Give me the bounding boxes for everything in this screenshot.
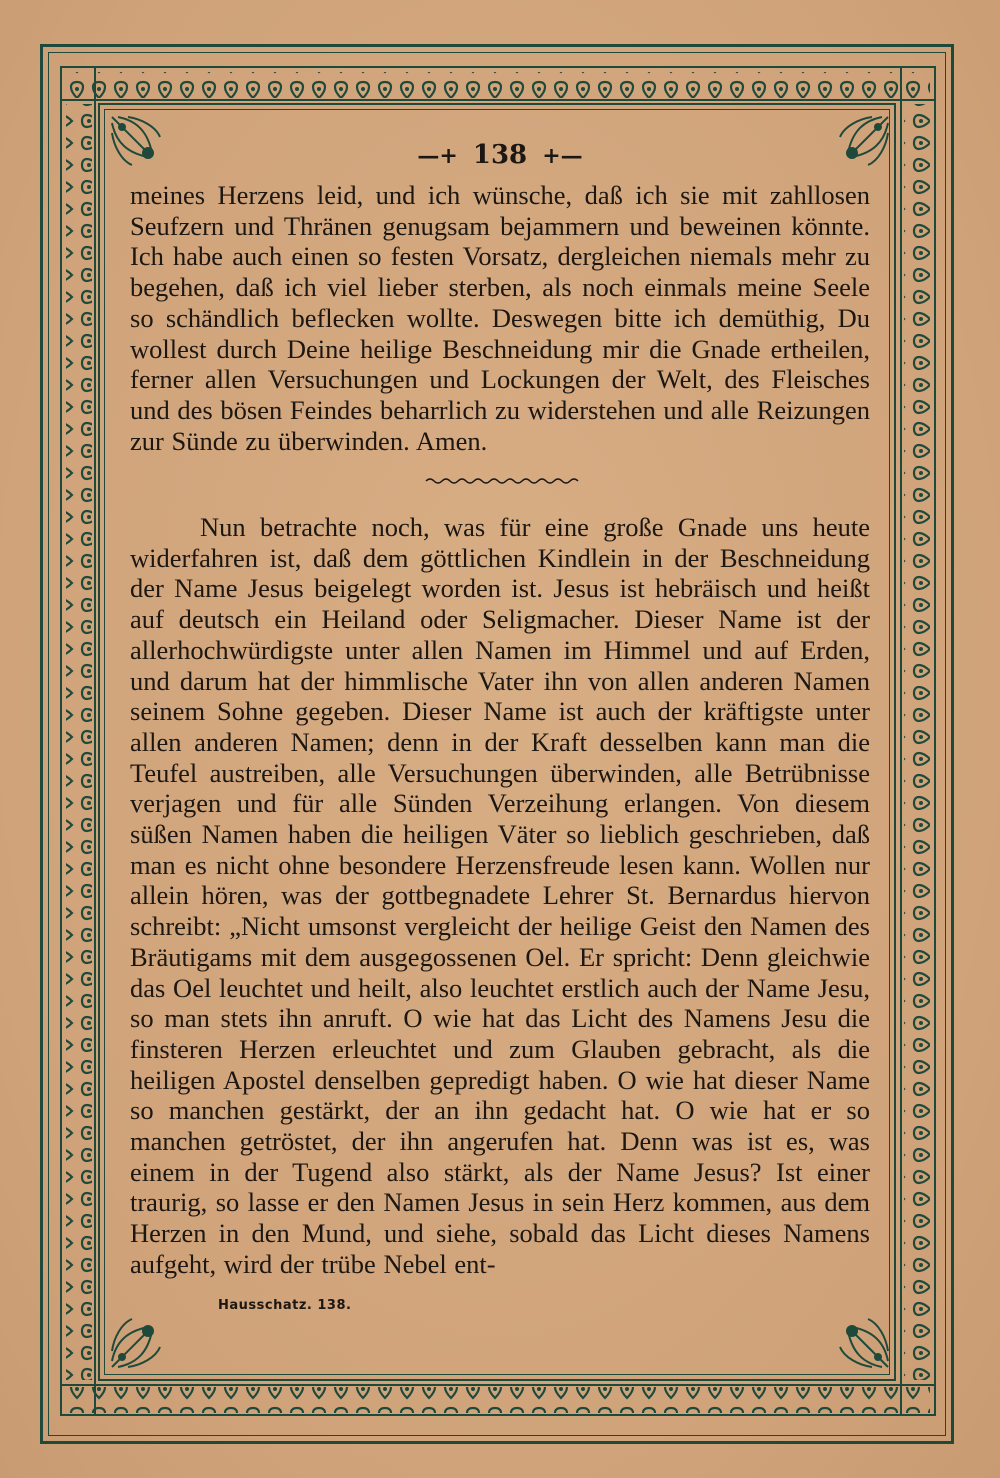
- wavy-divider-ornament: [424, 476, 580, 486]
- corner-palmette-ornament: [812, 1291, 892, 1371]
- page-number-header: [0, 140, 1000, 170]
- paragraph-1: meines Herzens leid, und ich wünsche, daß ich sie mit zahllosen Seufzern und Thränen genugsam bejammern und beweinen könnte. Ich habe auch einen so festen Vorsatz, dergleichen niemals mehr zu begehen, daß ich viel lieber sterben, als noch einmals meine Seele so schändlich beflecken wollte. Deswegen bitte ich demüthig, Du wollest durch Deine heilige Beschneidung mir die Gnade ertheilen, ferner allen Versuchungen und Lockungen der Welt, des Fleisches und des bösen Feindes beharrlich zu widerstehen und alle Reizungen zur Sünde zu überwinden. Amen.: [130, 180, 870, 456]
- body-text-block-2: [130, 512, 870, 1280]
- body-text-block-1: [130, 180, 870, 456]
- page-number-ornament-right: +—: [542, 143, 583, 169]
- corner-palmette-ornament: [108, 1291, 188, 1371]
- page-number-ornament-left: —+: [417, 143, 458, 169]
- paragraph-2: Nun betrachte noch, was für eine große Gnade uns heute widerfahren ist, daß dem göttlichen Kindlein in der Beschneidung der Name Jesus beigelegt worden ist. Jesus ist hebräisch und heißt auf deutsch ein Heiland oder Seligmacher. Dieser Name ist der allerhochwürdigste unter allen Namen im Himmel und auf Erden, und darum hat der himmlische Vater ihn von allen anderen Namen seinem Sohne gegeben. Dieser Name ist auch der kräftigste unter allen anderen Namen; denn in der Kraft desselben kann man die Teufel austreiben, alle Versuchungen überwinden, alle Betrübnisse verjagen und für alle Sünden Verzeihung erlangen. Von diesem süßen Namen haben die heiligen Väter so lieblich geschrieben, daß man es nicht ohne besondere Herzensfreude lesen kann. Wollen nur allein hören, was der gottbegnadete Lehrer St. Bernardus hiervon schreibt: „Nicht umsonst vergleicht der heilige Geist den Namen des Bräutigams mit dem ausgegossenen Oel. Er spricht: Denn gleichwie das Oel leuchtet und heilt, also leuchtet erstlich auch der Name Jesu, so man stets ihn anruft. O wie hat das Licht des Namens Jesu die finsteren Herzen erleuchtet und zum Glauben gebracht, als die heiligen Apostel denselben gepredigt haben. O wie hat dieser Name so manchen gestärkt, der an ihn gedacht hat. O wie hat er so manchen getröstet, der ihn angerufen hat. Denn was ist es, was einem in der Tugend also stärkt, als der Name Jesus? Ist einer traurig, so lasse er den Namen Jesus in sein Herz kommen, aus dem Herzen in den Mund, und siehe, sobald das Licht dieses Namens aufgeht, wird der trübe Nebel ent-: [130, 512, 870, 1279]
- footer-signature: Hausschatz. 138.: [218, 1298, 352, 1313]
- page-number: 138: [472, 140, 528, 170]
